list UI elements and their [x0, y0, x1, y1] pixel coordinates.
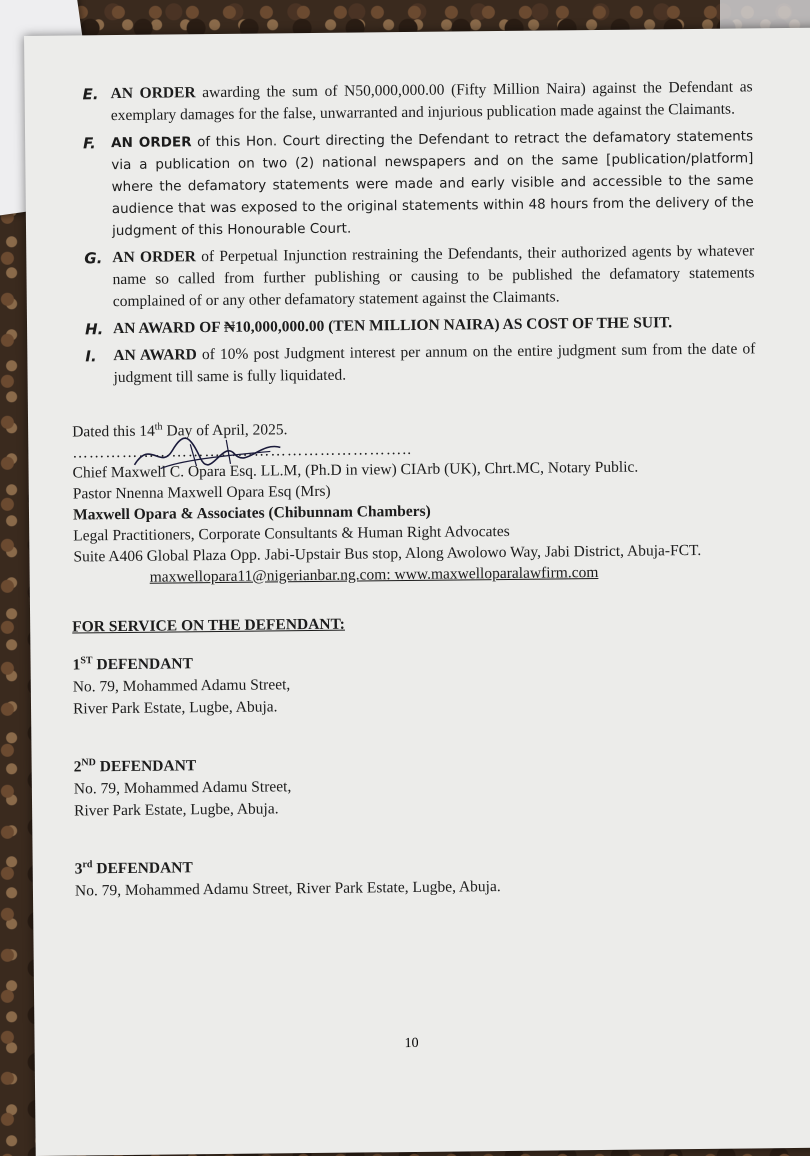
- defendant-sup: ND: [81, 757, 96, 768]
- firm-address: Suite A406 Global Plaza Opp. Jabi-Upstair Bus stop, Along Awolowo Way, Jabi District, Abuja-FCT.: [73, 539, 757, 567]
- defendant-num: 2: [74, 758, 82, 775]
- signature-line: ……………………………………………………..: [72, 435, 756, 462]
- page-number: 10: [404, 1036, 418, 1052]
- handwritten-signature: [130, 429, 290, 475]
- defendant-3: [75, 851, 761, 902]
- defendant-2: [74, 749, 761, 822]
- contact-links: maxwellopara11@nigerianbar.ng.com: www.maxwelloparalawfirm.com: [74, 560, 758, 588]
- defendant-num: 1: [73, 656, 81, 673]
- order-item-i: [65, 338, 755, 389]
- service-heading: FOR SERVICE ON THE DEFENDANT:: [72, 609, 758, 638]
- defendant-sup: rd: [82, 859, 92, 870]
- order-item-e: [63, 76, 753, 127]
- firm-description: Legal Practitioners, Corporate Consultants & Human Right Advocates: [73, 518, 757, 546]
- defendant-address-line1: No. 79, Mohammed Adamu Street, River Park Estate, Lugbe, Abuja.: [75, 873, 761, 902]
- signature-block: [66, 414, 758, 588]
- page-content: [63, 76, 762, 938]
- order-letter: F.: [63, 132, 112, 242]
- prayer-orders-list: [63, 76, 756, 389]
- order-letter: H.: [65, 318, 113, 341]
- order-text: [113, 338, 755, 389]
- order-text: [112, 240, 755, 313]
- firm-name: Maxwell Opara & Associates (Chibunnam Chambers): [73, 497, 757, 525]
- order-body: of this Hon. Court directing the Defendant to retract the defamatory statements via a publication on two (2) national newspapers and on the same [publication/platform] where the defamatory statements were made and early visible and accessible to the same audience that was exposed to the original statements within 48 hours from the delivery of the judgment of this Honourable Court.: [111, 128, 754, 239]
- order-letter: G.: [64, 247, 113, 313]
- order-lead: AN AWARD OF ₦10,000,000.00 (TEN MILLION NAIRA) AS COST OF THE SUIT.: [113, 314, 672, 337]
- defendant-address-line2: River Park Estate, Lugbe, Abuja.: [74, 793, 760, 822]
- defendant-address-line1: No. 79, Mohammed Adamu Street,: [73, 669, 759, 698]
- defendant-label: DEFENDANT: [92, 859, 193, 877]
- service-section: [68, 609, 761, 902]
- signatory-name: Chief Maxwell C. Opara Esq. LL.M, (Ph.D in view) CIArb (UK), Chrt.MC, Notary Public.: [72, 455, 756, 483]
- order-text: [113, 311, 755, 340]
- document-page: [24, 27, 810, 1155]
- order-body: of 10% post Judgment interest per annum on the entire judgment sum from the date of judgment till same is fully liquidated.: [113, 340, 755, 386]
- defendant-label: DEFENDANT: [92, 655, 193, 673]
- order-letter: I.: [65, 345, 113, 390]
- order-lead: AN ORDER: [111, 134, 192, 151]
- order-letter: E.: [63, 83, 111, 128]
- dated-suffix: Day of April, 2025.: [162, 421, 287, 439]
- dated-sup: th: [155, 421, 163, 432]
- order-text: [111, 125, 754, 242]
- order-lead: AN ORDER: [112, 248, 196, 266]
- defendant-sup: ST: [80, 655, 92, 666]
- order-text: [110, 76, 752, 127]
- defendant-label: DEFENDANT: [96, 757, 197, 775]
- order-body: of Perpetual Injunction restraining the Defendants, their authorized agents by whatever name so called from further publishing or causing to be published the defamatory statements complained of or any other defamatory statement against the Claimants.: [112, 242, 754, 310]
- defendant-address-line1: No. 79, Mohammed Adamu Street,: [74, 771, 760, 800]
- dated-prefix: Dated this 14: [72, 423, 155, 441]
- order-lead: AN AWARD: [113, 346, 197, 364]
- order-item-f: [63, 125, 754, 242]
- defendant-1: [72, 647, 759, 720]
- order-lead: AN ORDER: [111, 84, 196, 102]
- defendant-address-line2: River Park Estate, Lugbe, Abuja.: [73, 691, 759, 720]
- order-body: awarding the sum of N50,000,000.00 (Fifty Million Naira) against the Defendant as exemplary damages for the false, unwarranted and injurious publication made against the Claimants.: [111, 78, 753, 124]
- defendant-num: 3: [75, 860, 83, 877]
- co-signatory-name: Pastor Nnenna Maxwell Opara Esq (Mrs): [73, 476, 757, 504]
- order-item-h: [65, 311, 755, 340]
- order-item-g: [64, 240, 755, 313]
